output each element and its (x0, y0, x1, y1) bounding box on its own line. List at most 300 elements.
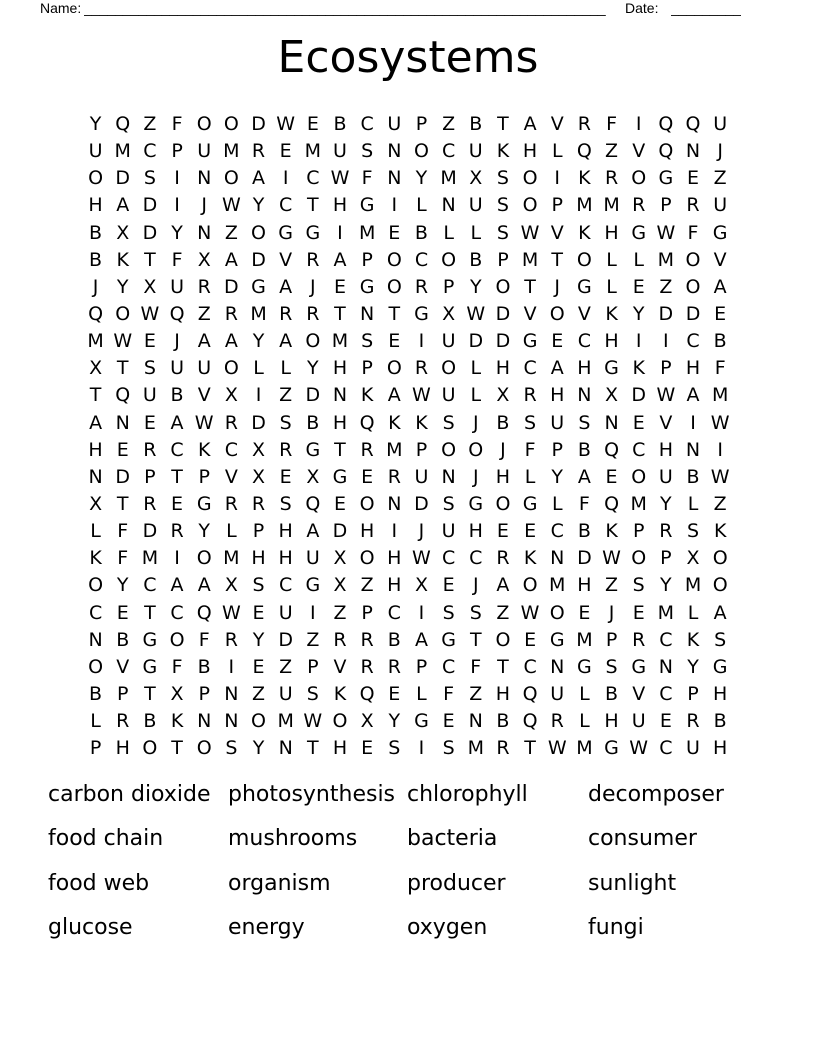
date-blank-line: _________ (671, 0, 742, 16)
grid-cell: X (442, 302, 456, 325)
grid-cell: P (415, 438, 428, 461)
name-blank-line: ___________________________________________________________________ (84, 0, 606, 16)
grid-cell: A (170, 411, 184, 434)
grid-cell: F (198, 628, 210, 651)
grid-cell: O (522, 194, 538, 217)
grid-cell: B (713, 710, 727, 733)
grid-cell: G (577, 655, 592, 678)
grid-cell: K (388, 411, 401, 434)
grid-cell: Q (522, 710, 538, 733)
grid-cell: P (660, 194, 672, 217)
grid-cell: Y (89, 113, 102, 135)
grid-cell: I (635, 330, 642, 353)
grid-cell: M (657, 248, 675, 271)
grid-cell: A (197, 574, 211, 597)
grid-cell: S (442, 601, 455, 624)
grid-cell: E (442, 574, 455, 597)
grid-cell: A (414, 628, 428, 651)
grid-cell: W (520, 601, 540, 624)
grid-cell: M (521, 248, 539, 271)
grid-cell: Z (713, 492, 727, 515)
grid-cell: P (551, 438, 563, 461)
grid-cell: Y (307, 357, 319, 380)
grid-cell: E (171, 492, 184, 515)
word-list-item: photosynthesis (228, 782, 396, 807)
grid-cell: D (495, 330, 511, 353)
grid-cell: H (495, 465, 511, 488)
grid-cell: H (387, 574, 402, 597)
grid-cell: N (658, 655, 673, 678)
grid-cell: G (522, 492, 538, 515)
grid-cell: A (279, 275, 293, 298)
grid-cell: Z (197, 302, 211, 325)
grid-cell: M (576, 737, 593, 760)
grid-cell: G (468, 492, 484, 515)
grid-cell: S (388, 737, 401, 760)
grid-cell: R (659, 520, 673, 543)
grid-cell: F (117, 520, 129, 543)
grid-cell: B (89, 248, 103, 271)
grid-cell: G (332, 465, 348, 488)
grid-cell: K (197, 438, 211, 461)
grid-cell: B (333, 113, 347, 135)
grid-cell: S (143, 167, 156, 190)
grid-cell: T (144, 248, 156, 271)
grid-cell: O (359, 547, 375, 570)
word-list-item: producer (407, 870, 506, 896)
grid-cell: P (497, 248, 509, 271)
grid-cell: Y (198, 520, 210, 543)
grid-cell: R (632, 194, 646, 217)
grid-cell: W (710, 411, 730, 434)
word-list-item: food chain (48, 826, 164, 852)
grid-cell: N (550, 655, 565, 678)
grid-cell: Y (252, 330, 265, 353)
grid-cell: U (468, 194, 483, 217)
grid-cell: M (467, 737, 484, 760)
grid-cell: Q (604, 492, 620, 515)
grid-cell: I (174, 167, 180, 190)
grid-cell: R (279, 438, 293, 461)
grid-cell: W (221, 601, 241, 624)
grid-cell: E (524, 520, 537, 543)
grid-cell: I (717, 438, 723, 461)
grid-cell: P (361, 601, 373, 624)
grid-cell: I (418, 601, 425, 624)
grid-cell: F (171, 655, 183, 678)
grid-cell: E (687, 167, 700, 190)
grid-cell: U (550, 682, 565, 705)
grid-cell: C (306, 167, 320, 190)
grid-cell: D (305, 384, 321, 407)
grid-cell: N (88, 628, 103, 651)
grid-cell: A (523, 113, 537, 135)
grid-cell: I (337, 221, 343, 244)
grid-cell: K (415, 411, 428, 434)
grid-cell: E (252, 601, 265, 624)
grid-cell: U (142, 384, 157, 407)
grid-cell: Q (576, 140, 592, 163)
grid-cell: L (226, 520, 237, 543)
grid-cell: Q (658, 113, 674, 135)
grid-cell: Q (685, 113, 701, 135)
grid-cell: U (550, 411, 565, 434)
grid-cell: L (687, 492, 699, 515)
grid-cell: H (522, 140, 538, 163)
grid-cell: W (656, 221, 676, 244)
grid-cell: K (496, 140, 510, 163)
word-list-item: glucose (48, 915, 133, 941)
word-list-item: decomposer (588, 782, 724, 807)
grid-cell: G (577, 275, 592, 298)
grid-cell: L (579, 682, 590, 705)
grid-cell: I (174, 547, 180, 570)
grid-cell: H (685, 357, 701, 380)
grid-cell: E (496, 520, 509, 543)
grid-cell: N (197, 221, 212, 244)
grid-cell: O (88, 167, 104, 190)
grid-cell: O (386, 275, 402, 298)
grid-cell: P (632, 520, 645, 543)
grid-cell: M (386, 438, 403, 461)
grid-cell: L (280, 357, 291, 380)
grid-cell: N (441, 465, 456, 488)
grid-cell: U (658, 465, 673, 488)
grid-cell: S (578, 411, 591, 434)
grid-cell: O (468, 438, 484, 461)
grid-cell: W (656, 384, 676, 407)
grid-cell: Z (306, 628, 320, 651)
grid-cell: S (496, 194, 509, 217)
grid-cell: B (89, 221, 103, 244)
grid-cell: B (170, 384, 184, 407)
grid-cell: C (170, 438, 184, 461)
grid-cell: Z (659, 275, 673, 298)
grid-cell: F (171, 248, 183, 271)
grid-cell: X (170, 682, 184, 705)
grid-cell: O (305, 330, 321, 353)
grid-cell: J (472, 411, 479, 434)
grid-cell: F (470, 655, 482, 678)
grid-cell: M (87, 330, 104, 353)
grid-cell: U (170, 275, 184, 298)
grid-cell: S (143, 357, 156, 380)
grid-cell: V (659, 411, 673, 434)
grid-cell: L (90, 520, 101, 543)
grid-cell: V (577, 302, 591, 325)
grid-cell: N (441, 194, 456, 217)
grid-cell: J (554, 275, 561, 298)
grid-cell: Z (224, 221, 238, 244)
grid-cell: W (194, 411, 214, 434)
grid-cell: R (360, 655, 374, 678)
grid-cell: E (632, 601, 645, 624)
grid-cell: H (332, 411, 348, 434)
grid-cell: B (713, 330, 727, 353)
grid-cell: C (686, 330, 700, 353)
grid-cell: M (603, 194, 620, 217)
grid-cell: X (360, 710, 374, 733)
grid-cell: G (549, 628, 565, 651)
grid-cell: A (686, 384, 700, 407)
grid-cell: Q (359, 411, 375, 434)
grid-cell: P (660, 357, 672, 380)
grid-cell: U (441, 330, 456, 353)
grid-cell: W (466, 302, 486, 325)
grid-cell: D (251, 113, 266, 135)
grid-cell: N (115, 411, 130, 434)
grid-cell: H (332, 194, 348, 217)
grid-cell: H (577, 357, 592, 380)
grid-cell: T (116, 492, 129, 515)
grid-cell: Q (522, 682, 538, 705)
grid-cell: C (523, 655, 537, 678)
grid-cell: N (278, 737, 293, 760)
grid-cell: S (279, 411, 292, 434)
grid-cell: B (197, 655, 211, 678)
grid-cell: T (334, 438, 346, 461)
page-title: Ecosystems (277, 32, 539, 83)
grid-cell: W (113, 330, 133, 353)
grid-cell: K (89, 547, 102, 570)
grid-cell: Y (632, 302, 645, 325)
grid-cell: O (88, 655, 104, 678)
grid-cell: T (171, 737, 183, 760)
grid-cell: M (549, 574, 566, 597)
grid-cell: R (116, 710, 130, 733)
word-list-item: mushrooms (228, 826, 358, 852)
grid-cell: O (196, 737, 212, 760)
grid-cell: V (279, 248, 293, 271)
grid-cell: P (307, 655, 319, 678)
grid-cell: U (631, 710, 646, 733)
grid-cell: V (632, 140, 646, 163)
grid-cell: U (713, 194, 728, 217)
grid-cell: R (306, 248, 320, 271)
grid-cell: O (332, 710, 348, 733)
grid-cell: J (310, 275, 316, 298)
grid-cell: L (416, 194, 427, 217)
grid-cell: E (388, 330, 401, 353)
grid-cell: U (278, 601, 293, 624)
grid-cell: G (196, 492, 212, 515)
grid-cell: S (361, 330, 374, 353)
grid-cell: C (170, 601, 184, 624)
grid-cell: R (523, 384, 537, 407)
grid-cell: H (115, 737, 130, 760)
word-list-item: consumer (588, 826, 697, 852)
word-list-item: fungi (588, 915, 644, 941)
grid-cell: E (551, 330, 564, 353)
grid-cell: Z (605, 140, 619, 163)
grid-cell: I (174, 194, 180, 217)
grid-cell: Q (604, 438, 620, 461)
grid-cell: J (717, 140, 723, 163)
grid-cell: R (496, 547, 510, 570)
grid-cell: U (197, 357, 212, 380)
grid-cell: V (523, 302, 537, 325)
grid-cell: H (278, 547, 293, 570)
grid-cell: B (496, 710, 510, 733)
grid-cell: C (441, 655, 456, 678)
grid-cell: O (631, 547, 647, 570)
grid-cell: B (143, 710, 157, 733)
grid-cell: O (223, 167, 239, 190)
grid-cell: H (332, 737, 348, 760)
grid-cell: K (523, 547, 537, 570)
grid-cell: S (442, 737, 455, 760)
grid-cell: N (604, 411, 619, 434)
grid-cell: U (441, 384, 456, 407)
grid-cell: Z (469, 682, 483, 705)
grid-cell: I (690, 411, 696, 434)
grid-cell: T (307, 737, 319, 760)
grid-cell: Q (359, 682, 375, 705)
grid-cell: I (391, 520, 398, 543)
grid-cell: R (360, 628, 374, 651)
grid-cell: P (442, 275, 455, 298)
grid-cell: D (577, 547, 592, 570)
word-list-item: carbon dioxide (48, 782, 211, 807)
grid-cell: T (171, 465, 183, 488)
grid-cell: N (360, 302, 375, 325)
grid-cell: O (223, 357, 239, 380)
grid-cell: Y (252, 194, 265, 217)
grid-cell: R (197, 275, 211, 298)
grid-cell: O (251, 710, 266, 733)
grid-cell: E (442, 710, 455, 733)
grid-cell: S (442, 492, 455, 515)
grid-cell: I (310, 601, 316, 624)
grid-cell: L (551, 140, 563, 163)
grid-cell: O (495, 492, 511, 515)
grid-cell: O (712, 574, 728, 597)
grid-cell: X (252, 438, 266, 461)
grid-cell: D (251, 411, 266, 434)
word-list-column (48, 773, 210, 951)
grid-cell: P (361, 248, 373, 271)
grid-cell: B (686, 465, 700, 488)
grid-cell: C (523, 357, 537, 380)
grid-cell: Y (388, 710, 401, 733)
grid-cell: H (604, 221, 619, 244)
grid-cell: D (414, 492, 429, 515)
grid-cell: R (387, 465, 401, 488)
grid-cell: M (223, 140, 240, 163)
grid-cell: Z (442, 113, 456, 135)
grid-cell: P (361, 357, 373, 380)
grid-cell: C (279, 574, 293, 597)
grid-cell: E (143, 411, 156, 434)
grid-cell: O (196, 547, 212, 570)
grid-cell: E (659, 710, 672, 733)
grid-cell: G (604, 737, 619, 760)
grid-cell: V (116, 655, 130, 678)
grid-cell: B (469, 248, 483, 271)
grid-cell: A (550, 357, 564, 380)
grid-cell: L (443, 221, 454, 244)
grid-cell: Z (143, 113, 157, 135)
grid-cell: T (89, 384, 102, 407)
grid-cell: F (117, 547, 129, 570)
grid-cell: H (577, 574, 592, 597)
grid-cell: A (713, 275, 727, 298)
grid-cell: N (197, 167, 212, 190)
grid-cell: D (115, 167, 131, 190)
grid-cell: R (632, 628, 646, 651)
grid-cell: F (171, 113, 183, 135)
grid-cell: Q (169, 302, 185, 325)
grid-cell: L (470, 384, 482, 407)
grid-cell: B (577, 520, 591, 543)
grid-cell: E (632, 411, 645, 434)
grid-cell: Q (88, 302, 104, 325)
grid-cell: G (251, 275, 266, 298)
grid-cell: P (605, 628, 618, 651)
grid-cell: J (472, 465, 479, 488)
grid-cell: B (116, 628, 130, 651)
grid-cell: O (685, 275, 701, 298)
grid-cell: H (278, 520, 293, 543)
grid-cell: D (278, 628, 293, 651)
grid-cell: L (579, 710, 590, 733)
grid-cell: L (524, 465, 536, 488)
grid-cell: N (224, 682, 239, 705)
grid-cell: G (522, 330, 538, 353)
grid-cell: O (522, 574, 538, 597)
grid-cell: G (631, 655, 647, 678)
grid-cell: Y (415, 167, 428, 190)
grid-cell: U (305, 547, 320, 570)
grid-cell: X (89, 492, 103, 515)
grid-cell: W (412, 384, 431, 407)
grid-cell: A (306, 520, 320, 543)
grid-cell: C (279, 194, 293, 217)
grid-cell: R (143, 492, 157, 515)
grid-cell: B (414, 221, 428, 244)
grid-cell: A (116, 194, 130, 217)
grid-cell: M (331, 330, 349, 353)
grid-cell: C (387, 601, 401, 624)
grid-cell: A (224, 248, 238, 271)
word-list-item: food web (48, 870, 150, 896)
grid-cell: N (88, 465, 103, 488)
grid-cell: K (170, 710, 184, 733)
grid-cell: C (659, 628, 673, 651)
grid-cell: D (142, 221, 158, 244)
grid-cell: U (278, 682, 293, 705)
grid-cell: C (441, 547, 456, 570)
grid-cell: G (359, 194, 375, 217)
grid-cell: T (551, 248, 564, 271)
grid-cell: N (387, 167, 402, 190)
grid-cell: R (224, 411, 238, 434)
grid-cell: I (663, 330, 669, 353)
grid-cell: X (605, 384, 619, 407)
grid-cell: T (116, 357, 129, 380)
grid-cell: Y (252, 737, 265, 760)
grid-cell: F (524, 438, 536, 461)
grid-cell: A (713, 601, 727, 624)
grid-cell: A (170, 574, 184, 597)
grid-cell: I (635, 113, 642, 135)
grid-cell: M (576, 628, 593, 651)
grid-cell: V (550, 221, 564, 244)
grid-cell: K (360, 384, 374, 407)
grid-cell: Z (279, 384, 293, 407)
grid-cell: D (332, 520, 348, 543)
grid-cell: D (142, 194, 158, 217)
